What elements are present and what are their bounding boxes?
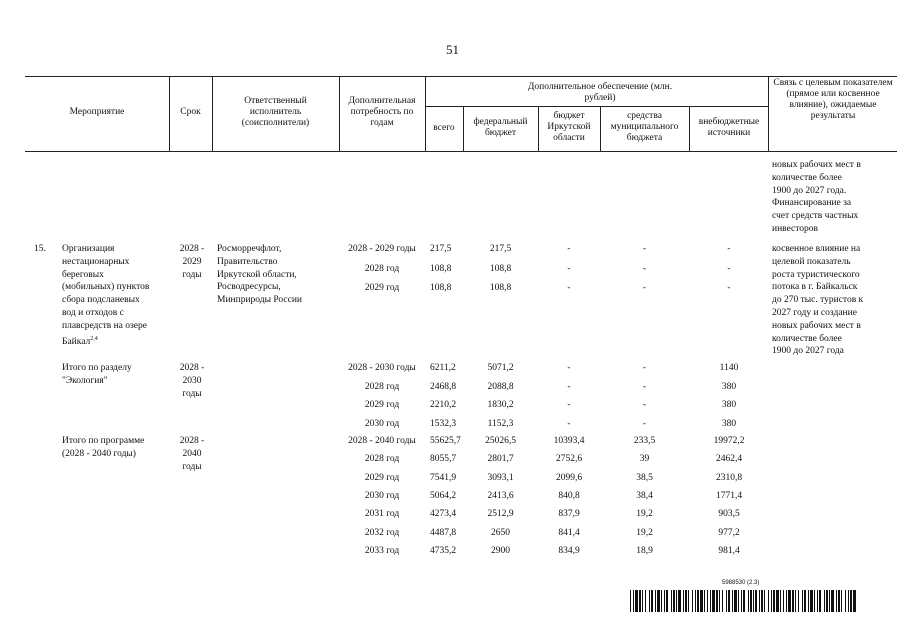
cell-irkutsk: 2099,6 — [555, 472, 583, 483]
barcode-bar — [853, 590, 856, 612]
header-divider — [212, 76, 213, 151]
row15-term — [172, 243, 212, 281]
cell-total: 217,5 — [430, 244, 452, 254]
executor-line: Минприроды России — [217, 295, 302, 306]
cell-period: 2029 год — [364, 472, 400, 483]
measure-line: сбора подсланевых — [62, 295, 140, 306]
term-line: 2028 - — [179, 363, 205, 373]
header-divider — [600, 106, 601, 151]
cell-offbudget: 977,2 — [718, 527, 740, 538]
note-line: Финансирование за — [772, 198, 852, 209]
row15-link — [772, 243, 863, 358]
cell-total: 108,8 — [430, 263, 452, 274]
cell-period: 2030 год — [364, 418, 400, 429]
cell-offbudget: 380 — [721, 400, 737, 410]
link-line: новых рабочих мест в — [772, 320, 861, 331]
cell-offbudget: 1140 — [719, 363, 739, 373]
cell-period: 2030 год — [364, 490, 400, 501]
cell-municipal: - — [642, 381, 647, 392]
measure-text: Байкал — [62, 336, 91, 347]
header-top-rule — [25, 76, 897, 77]
cell-municipal: 19,2 — [636, 527, 653, 538]
cell-federal: 2512,9 — [487, 509, 514, 520]
header-irkutsk: бюджет Иркутской области — [547, 111, 591, 143]
page-number: 51 — [446, 42, 459, 57]
cell-municipal: - — [642, 363, 647, 373]
cell-total: 7541,9 — [430, 472, 457, 483]
measure-line: нестационарных — [62, 256, 130, 267]
barcode-number: 5988530 (2.3) — [722, 580, 760, 586]
cell-total: 108,8 — [430, 283, 452, 293]
cell-period: 2028 год — [364, 263, 400, 274]
measure-line: вод и отходов с — [62, 307, 124, 318]
term-line: 2029 — [182, 256, 202, 267]
cell-offbudget: 2310,8 — [715, 472, 743, 483]
cell-irkutsk: 2752,6 — [555, 454, 583, 465]
cell-irkutsk: - — [567, 418, 571, 429]
executor-line: Иркутской области, — [217, 269, 297, 280]
cell-municipal: 39 — [639, 454, 650, 465]
term-line: 2030 — [182, 375, 202, 386]
cell-total: 55625,7 — [430, 436, 461, 446]
header-link: Связь с целевым показателем (прямое или косвенное влияние), ожидаемые результаты — [773, 78, 893, 121]
note-line: количестве более — [772, 172, 842, 183]
row-number: 15. — [34, 244, 46, 254]
cell-federal: 2801,7 — [487, 454, 514, 465]
term-line: годы — [182, 461, 202, 472]
cell-irkutsk: - — [567, 244, 571, 254]
cell-federal: 108,8 — [489, 263, 512, 274]
cell-federal: 2900 — [491, 545, 510, 556]
link-line: роста туристического — [772, 269, 860, 280]
cell-municipal: 38,4 — [636, 490, 653, 501]
executor-line: Росводресурсы, — [217, 282, 281, 293]
cell-offbudget: - — [727, 244, 731, 254]
cell-municipal: 38,5 — [636, 472, 653, 483]
cell-total: 4273,4 — [430, 509, 457, 520]
term-line: 2028 - — [179, 244, 205, 254]
note-line: счет средств частных — [772, 211, 859, 222]
cell-period: 2028 - 2029 годы — [348, 244, 416, 254]
cell-offbudget: 981,4 — [718, 545, 740, 556]
cell-municipal: - — [642, 244, 647, 254]
cell-period: 2033 год — [364, 545, 400, 556]
header-term: Срок — [180, 107, 201, 117]
measure-line: (мобильных) пунктов — [62, 282, 150, 293]
carryover-note — [772, 159, 861, 236]
executor-line: Росморречфлот, — [217, 244, 282, 254]
cell-federal: 217,5 — [489, 244, 512, 254]
cell-federal: 2088,8 — [487, 381, 514, 392]
cell-period: 2032 год — [364, 527, 400, 538]
cell-irkutsk: - — [567, 263, 571, 274]
header-municipal: средства муниципального бюджета — [610, 111, 679, 143]
measure-line: береговых — [62, 269, 104, 280]
header-total: всего — [433, 123, 455, 133]
program-title-line: Итого по программе — [62, 436, 145, 446]
cell-total: 6211,2 — [430, 363, 456, 373]
link-line: 1900 до 2027 года — [772, 346, 844, 357]
cell-offbudget: 903,5 — [718, 509, 740, 520]
measure-line-last — [62, 333, 149, 346]
link-line: до 270 тыс. туристов к — [772, 295, 864, 306]
cell-irkutsk: 840,8 — [558, 490, 580, 501]
measure-line: плавсредств на озере — [62, 320, 147, 331]
cell-federal: 2650 — [491, 527, 510, 538]
cell-irkutsk: - — [567, 363, 571, 373]
cell-federal: 1152,3 — [487, 418, 514, 429]
ecology-title-line: "Экология" — [62, 375, 108, 386]
cell-total: 2468,8 — [430, 381, 457, 392]
term-line: 2028 - — [179, 436, 205, 446]
cell-total: 4487,8 — [430, 527, 457, 538]
cell-total: 2210,2 — [430, 400, 457, 410]
term-line: годы — [182, 269, 202, 280]
cell-period: 2029 год — [364, 400, 400, 410]
header-divider — [768, 76, 769, 151]
cell-offbudget: 1771,4 — [715, 490, 743, 501]
cell-period: 2028 - 2040 годы — [348, 436, 416, 446]
cell-period: 2029 год — [364, 283, 400, 293]
cell-municipal: - — [642, 418, 647, 429]
ecology-title — [62, 362, 132, 388]
link-line: 2027 году и создание — [772, 307, 857, 318]
link-line: косвенное влияние на — [772, 244, 861, 254]
ecology-title-line: Итого по разделу — [62, 363, 132, 373]
cell-total: 8055,7 — [430, 454, 457, 465]
cell-municipal: 233,5 — [633, 436, 656, 446]
header-divider — [689, 106, 690, 151]
cell-federal: 108,8 — [489, 283, 512, 293]
cell-period: 2031 год — [364, 509, 400, 520]
header-divider — [463, 106, 464, 151]
cell-municipal: 19,2 — [636, 509, 653, 520]
header-divider — [425, 76, 426, 151]
row15-executor — [217, 243, 302, 307]
cell-offbudget: 380 — [721, 418, 737, 429]
note-line: инвесторов — [772, 223, 819, 234]
cell-municipal: - — [642, 400, 647, 410]
program-title — [62, 435, 144, 461]
cell-federal: 1830,2 — [487, 400, 514, 410]
cell-irkutsk: 841,4 — [558, 527, 580, 538]
cell-irkutsk: - — [567, 400, 571, 410]
cell-federal: 2413,6 — [487, 490, 514, 501]
cell-total: 4735,2 — [430, 545, 457, 556]
cell-irkutsk: 10393,4 — [553, 436, 585, 446]
link-line: целевой показатель — [772, 256, 851, 267]
program-term — [172, 435, 212, 473]
header-offbudget: внебюджетные источники — [698, 117, 760, 138]
link-line: количестве более — [772, 333, 842, 344]
cell-period: 2028 - 2030 годы — [348, 363, 416, 373]
ecology-term — [172, 362, 212, 400]
cell-federal: 5071,2 — [487, 363, 514, 373]
measure-line: Организация — [62, 244, 115, 254]
barcode — [630, 590, 856, 612]
cell-federal: 25026,5 — [485, 436, 516, 446]
row15-measure — [62, 243, 149, 345]
cell-period: 2028 год — [364, 381, 400, 392]
cell-irkutsk: - — [567, 283, 571, 293]
cell-federal: 3093,1 — [487, 472, 514, 483]
cell-municipal: - — [642, 283, 647, 293]
cell-offbudget: 380 — [721, 381, 737, 392]
term-line: 2040 — [182, 448, 202, 459]
program-title-line: (2028 - 2040 годы) — [62, 448, 136, 459]
header-divider — [538, 106, 539, 151]
header-bottom-rule — [25, 151, 897, 152]
note-line: новых рабочих мест в — [772, 160, 861, 170]
cell-offbudget: 19972,2 — [713, 436, 745, 446]
cell-total: 1532,3 — [430, 418, 457, 429]
cell-period: 2028 год — [364, 454, 400, 465]
header-measure: Мероприятие — [69, 107, 125, 117]
footnote-ref: 2,4 — [90, 335, 98, 342]
executor-line: Правительство — [217, 256, 278, 267]
cell-offbudget: - — [727, 263, 731, 274]
cell-municipal: - — [642, 263, 647, 274]
note-line: 1900 до 2027 года. — [772, 185, 847, 196]
header-mid-rule — [425, 106, 768, 107]
term-line: годы — [182, 388, 202, 399]
header-federal: федеральный бюджет — [473, 117, 528, 138]
cell-irkutsk: - — [567, 381, 571, 392]
cell-offbudget: - — [727, 283, 731, 293]
link-line: потока в г. Байкальск — [772, 282, 858, 293]
cell-municipal: 18,9 — [636, 545, 653, 556]
cell-irkutsk: 837,9 — [558, 509, 580, 520]
header-executor: Ответственный исполнитель (соисполнители) — [241, 96, 310, 128]
header-need: Дополнительная потребность по годам — [348, 96, 416, 128]
cell-irkutsk: 834,9 — [558, 545, 580, 556]
header-support: Дополнительное обеспечение (млн. рублей) — [527, 82, 673, 103]
cell-offbudget: 2462,4 — [715, 454, 743, 465]
cell-total: 5064,2 — [430, 490, 457, 501]
